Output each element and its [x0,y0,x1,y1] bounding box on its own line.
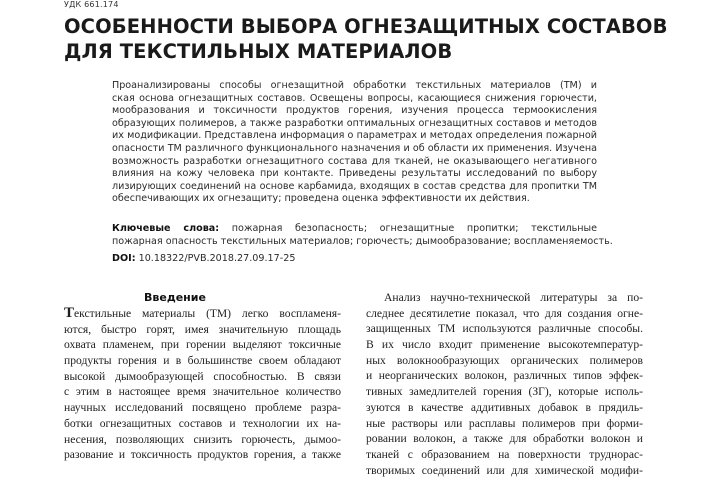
body-column-left [64,306,341,463]
abstract-line: лизирующих соединений на основе карбамида, входящих в состав средства для пропитки ТМ [112,180,597,192]
body-line: высокой дымообразующей способностью. В связи [64,369,341,383]
body-line: ных волокнообразующих органических полимеров [366,353,643,367]
keywords-line [112,223,597,236]
body-line-text: екстильные материалы (ТМ) легко воспламеня- [74,307,341,320]
article-title [64,14,684,64]
doi-link[interactable]: 10.18322/PVB.2018.27.09.17-25 [138,253,296,264]
body-line: ботки огнезащитных составов и технологии их на- [64,416,341,430]
abstract-line: ская основа огнезащитных составов. Освещены вопросы, касающиеся снижения горючести, [112,92,597,104]
doi-label: DOI: [112,253,136,264]
abstract-line: Проанализированы способы огнезащитной обработки текстильных материалов (ТМ) и [112,80,597,91]
body-line: тканей с образованием на поверхности труднорас- [366,447,643,461]
body-line: следнее десятилетие показал, что для создания огне- [366,306,643,320]
body-line: научных исследований посвящено проблеме разра- [64,401,341,415]
body-line: продукты горения и в большинстве своем обладают [64,354,341,368]
body-column-right [366,290,643,478]
abstract-line: обеспечивающих их огнезащиту; проведена оценка эффективности их действия. [112,193,530,205]
doi [112,253,295,266]
abstract-line: опасности ТМ различного функционального назначения и об области их применения. Изучена [112,142,597,154]
abstract-line: их модификации. Представлена информация о параметрах и методах определения пожарной [112,130,597,142]
body-line: ные растворы или расплавы полимеров при форми- [366,416,643,430]
section-heading-introduction: Введение [144,291,206,304]
udc-code: УДК 661.174 [64,0,119,9]
abstract-line: образующих полимеров, а также разработки оптимальных огнезащитных составов и методов [112,117,597,129]
body-line: охвата пламенем, при горении выделяют токсичные [64,338,341,352]
body-line: зуются в качестве аддитивных добавок в прядиль- [366,400,643,414]
body-line [64,306,341,322]
body-line: и неорганических волокон, различных типов эффек- [366,369,643,383]
abstract-line: влияния на кожу человека при контакте. Приведены результаты исследований по выбору [112,168,597,180]
drop-cap: Т [64,306,75,321]
abstract-line: мообразования и токсичности продуктов горения, изучения процесса термоокисления [112,105,597,117]
body-line: ровании волокон, а также для обработки волокон и [366,432,643,446]
keywords-line: пожарная опасность текстильных материалов; горючесть; дымообразование; воспламеняемость. [112,235,613,247]
body-line: ются, быстро горят, имея значительную площадь [64,322,341,336]
body-line: тивных замедлителей горения (ЗГ), которые исполь- [366,385,643,399]
body-line: с этим в настоящее время значительное количество [64,385,341,399]
keywords-text: пожарная безопасность; огнезащитные пропитки; текстильные [231,223,597,234]
body-line: несения, позволяющих снизить горючесть, дымоо- [64,432,341,446]
abstract [112,80,597,206]
keywords-label: Ключевые слова: [112,223,220,234]
title-line: ОСОБЕННОСТИ ВЫБОРА ОГНЕЗАЩИТНЫХ СОСТАВОВ [64,15,668,38]
body-line: В их число входит применение высокотемператур- [366,338,643,352]
abstract-line: возможность разработки огнезащитного состава для тканей, не оказывающего негативного [112,155,597,167]
body-line: разование и токсичность продуктов горения, а также [64,448,341,462]
body-line: защищенных ТМ используются различные способы. [366,322,643,336]
title-line: ДЛЯ ТЕКСТИЛЬНЫХ МАТЕРИАЛОВ [64,40,453,63]
keywords [112,223,613,248]
body-line: Анализ научно-технической литературы за по- [384,291,643,304]
body-line: творимых соединений или для химической модифи- [366,463,643,477]
